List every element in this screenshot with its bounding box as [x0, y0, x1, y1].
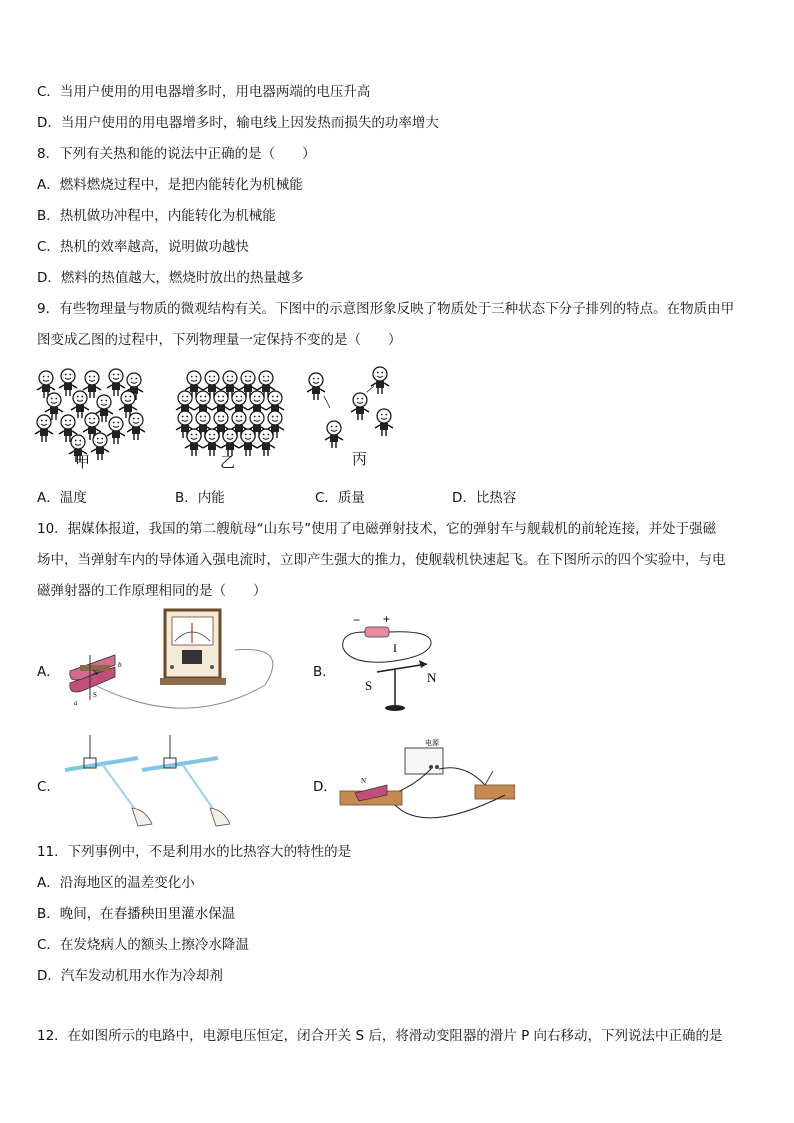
compass-n-label: N	[427, 670, 437, 685]
q11-option-c: C．在发烧病人的额头上擦冷水降温	[37, 937, 249, 953]
q10-label-d: D．	[313, 779, 337, 795]
q10-label-b: B．	[313, 664, 336, 680]
q10-figure-b-oersted	[335, 608, 445, 718]
magnet-n-label-d: N	[361, 777, 367, 785]
q7-option-d: D．当用户使用的用电器增多时，输电线上因发热而损失的功率增大	[37, 115, 439, 131]
q8-option-c: C．热机的效率越高，说明做功越快	[37, 239, 249, 255]
wire-end-a-label: a	[74, 699, 78, 707]
battery-minus-label: −	[353, 613, 361, 627]
q9-option-c: C．质量	[315, 490, 365, 506]
figure-label-jia: 甲	[75, 453, 91, 471]
q12-stem: 12．在如图所示的电路中，电源电压恒定，闭合开关 S 后，将滑动变阻器的滑片 P 向右移动，下列说法中正确的是	[37, 1028, 723, 1044]
q9-stem-line1: 9．有些物理量与物质的微观结构有关。下图中的示意图形象反映了物质处于三种状态下分子排列的特点。在物质由甲	[37, 301, 735, 317]
q10-figure-d-motor	[335, 735, 515, 835]
q11-stem: 11．下列事例中，不是利用水的比热容大的特性的是	[37, 844, 352, 860]
q8-option-a: A．燃料燃烧过程中，是把内能转化为机械能	[37, 177, 303, 193]
figure-label-yi: 乙	[220, 453, 236, 471]
q10-figure-c-rods	[60, 730, 240, 828]
q10-stem-line1: 10．据媒体报道，我国的第二艘航母“山东号”使用了电磁弹射技术，它的弹射车与舰载机的前轮连接，并处于强磁	[37, 521, 717, 537]
q9-option-a: A．温度	[37, 490, 87, 506]
compass-s-label: S	[365, 678, 373, 693]
q10-label-a: A．	[37, 664, 60, 680]
q9-stem-line2: 图变成乙图的过程中，下列物理量一定保持不变的是（ ）	[37, 332, 402, 348]
q8-stem: 8．下列有关热和能的说法中正确的是（ ）	[37, 146, 316, 162]
q11-option-b: B．晚间，在春播秧田里灌水保温	[37, 906, 236, 922]
current-i-label: I	[393, 641, 397, 655]
q11-option-a: A．沿海地区的温差变化小	[37, 875, 195, 891]
figure-label-bing: 丙	[352, 450, 368, 468]
power-supply-label: 电源	[425, 740, 439, 747]
q10-stem-line3: 磁弹射器的工作原理相同的是（ ）	[37, 583, 267, 599]
q10-stem-line2: 场中，当弹射车内的导体通入强电流时，立即产生强大的推力，使舰载机快速起飞。在下图所示的四个实验中，与电	[37, 552, 726, 568]
q9-option-d: D．比热容	[452, 490, 517, 506]
battery-plus-label: +	[383, 612, 391, 626]
q11-option-d: D．汽车发动机用水作为冷却剂	[37, 968, 223, 984]
q8-option-b: B．热机做功冲程中，内能转化为机械能	[37, 208, 276, 224]
q7-option-c: C．当用户使用的用电器增多时，用电器两端的电压升高	[37, 84, 371, 100]
magnet-s-label-a: S	[93, 691, 97, 699]
wire-end-b-label: b	[118, 661, 122, 669]
q9-option-b: B．内能	[175, 490, 225, 506]
q10-figure-a-induction	[60, 605, 290, 720]
magnet-n-label-a: N	[93, 669, 99, 677]
q8-option-d: D．燃料的热值越大，燃烧时放出的热量越多	[37, 270, 304, 286]
q10-label-c: C．	[37, 779, 60, 795]
